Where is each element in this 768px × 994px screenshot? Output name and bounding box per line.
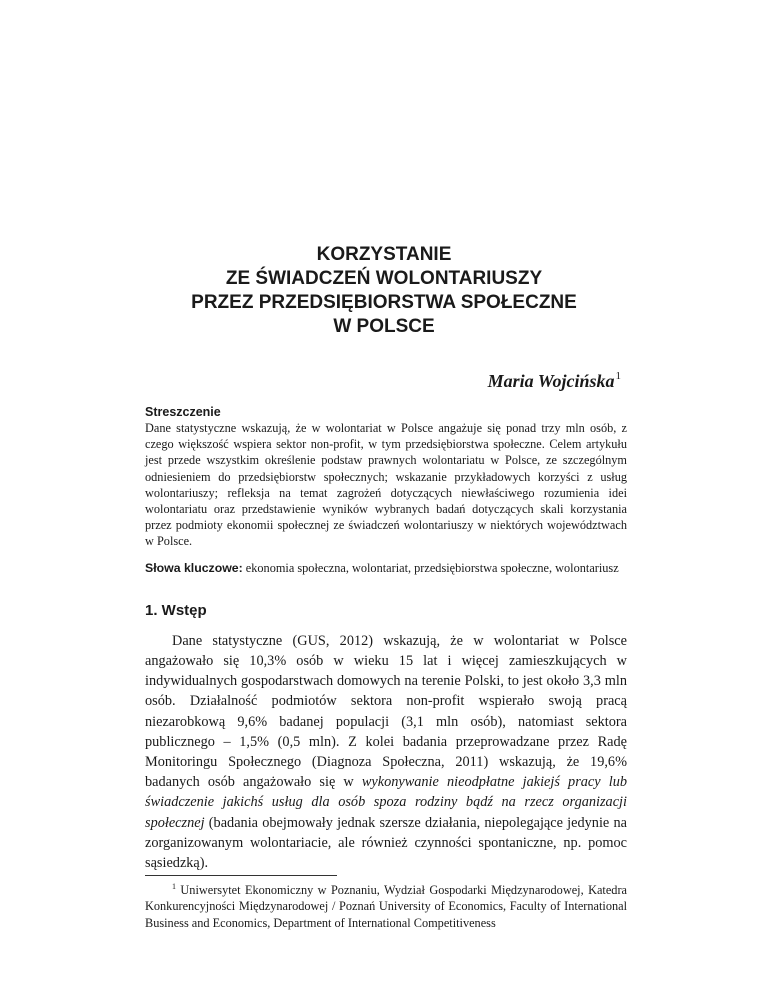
section-paragraph bbox=[145, 631, 627, 873]
keywords bbox=[145, 560, 627, 576]
abstract-section bbox=[145, 404, 627, 550]
section-heading: 1. Wstęp bbox=[145, 601, 207, 619]
footnote bbox=[145, 879, 627, 931]
title-line: KORZYSTANIE bbox=[316, 243, 452, 265]
author-line bbox=[488, 370, 621, 392]
footnote-text: Uniwersytet Ekonomiczny w Poznaniu, Wydział Gospodarki Międzynarodowej, Katedra Konkurencyjności Międzynarodowej / Poznań University of Economics, Faculty of International Business and Economics, Department of International Competitiveness bbox=[145, 883, 627, 930]
footnote-rule bbox=[145, 875, 337, 876]
abstract-text: Dane statystyczne wskazują, że w wolontariat w Polsce angażuje się ponad trzy mln osób, z czego większość wspiera sektor non-profit, w tym przedsiębiorstwa społeczne. Celem artykułu jest przede wszystkim określenie podstaw prawnych wolontariatu w Polsce, ze szczególnym odniesieniem do przedsiębiorstw społecznych; wskazanie przykładowych korzyści z usług wolontariuszy; refleksja na temat zagrożeń dotyczących niewłaściwego rozumienia idei wolontariatu oraz przedstawienie wyników wybranych badań dotyczących skali korzystania przez podmioty ekonomii społecznej ze świadczeń wolontariuszy w niektórych województwach w Polsce. bbox=[145, 421, 627, 549]
paragraph-text-1: Dane statystyczne (GUS, 2012) wskazują, że w wolontariat w Polsce angażowało się 10,3% osób w wieku 15 lat i więcej zamieszkujących w indywidualnych gospodarstwach domowych na terenie Polski, to jest około 3,3 mln osób. Działalność podmiotów sektora non-profit wspierało swoją pracą niezarobkową 9,6% badanej populacji (3,1 mln osób), natomiast sektora publicznego – 1,5% (0,5 mln). Z kolei badania przeprowadzane przez Radę Monitoringu Społecznego (Diagnoza Społeczna, 2011) wskazują, że 19,6% badanych osób angażowało się w bbox=[145, 632, 627, 791]
author-name: Maria Wojcińska bbox=[487, 371, 615, 391]
paper-content bbox=[145, 404, 627, 931]
title-line: PRZEZ PRZEDSIĘBIORSTWA SPOŁECZNE bbox=[191, 291, 577, 313]
title-line: ZE ŚWIADCZEŃ WOLONTARIUSZY bbox=[225, 267, 543, 289]
keywords-label: Słowa kluczowe: bbox=[145, 560, 243, 575]
paragraph-text-2: (badania obejmowały jednak szersze działania, niepolegające jedynie na zorganizowanym wolontariacie, ale również czynności spontaniczne, np. pomoc sąsiedzką). bbox=[145, 814, 627, 872]
abstract-heading: Streszczenie bbox=[145, 405, 221, 419]
keywords-text: ekonomia społeczna, wolontariat, przedsiębiorstwa społeczne, wolontariusz bbox=[245, 560, 619, 575]
author-footnote-mark: 1 bbox=[615, 370, 621, 382]
footnote-mark: 1 bbox=[172, 882, 176, 892]
title-line: W POLSCE bbox=[333, 315, 435, 337]
paper-title bbox=[120, 243, 648, 339]
paragraph-italic: wykonywanie nieodpłatne jakiejś pracy lub świadczenie jakichś usług dla osób spoza rodziny bądź na rzecz organizacji społecznej bbox=[145, 774, 627, 831]
